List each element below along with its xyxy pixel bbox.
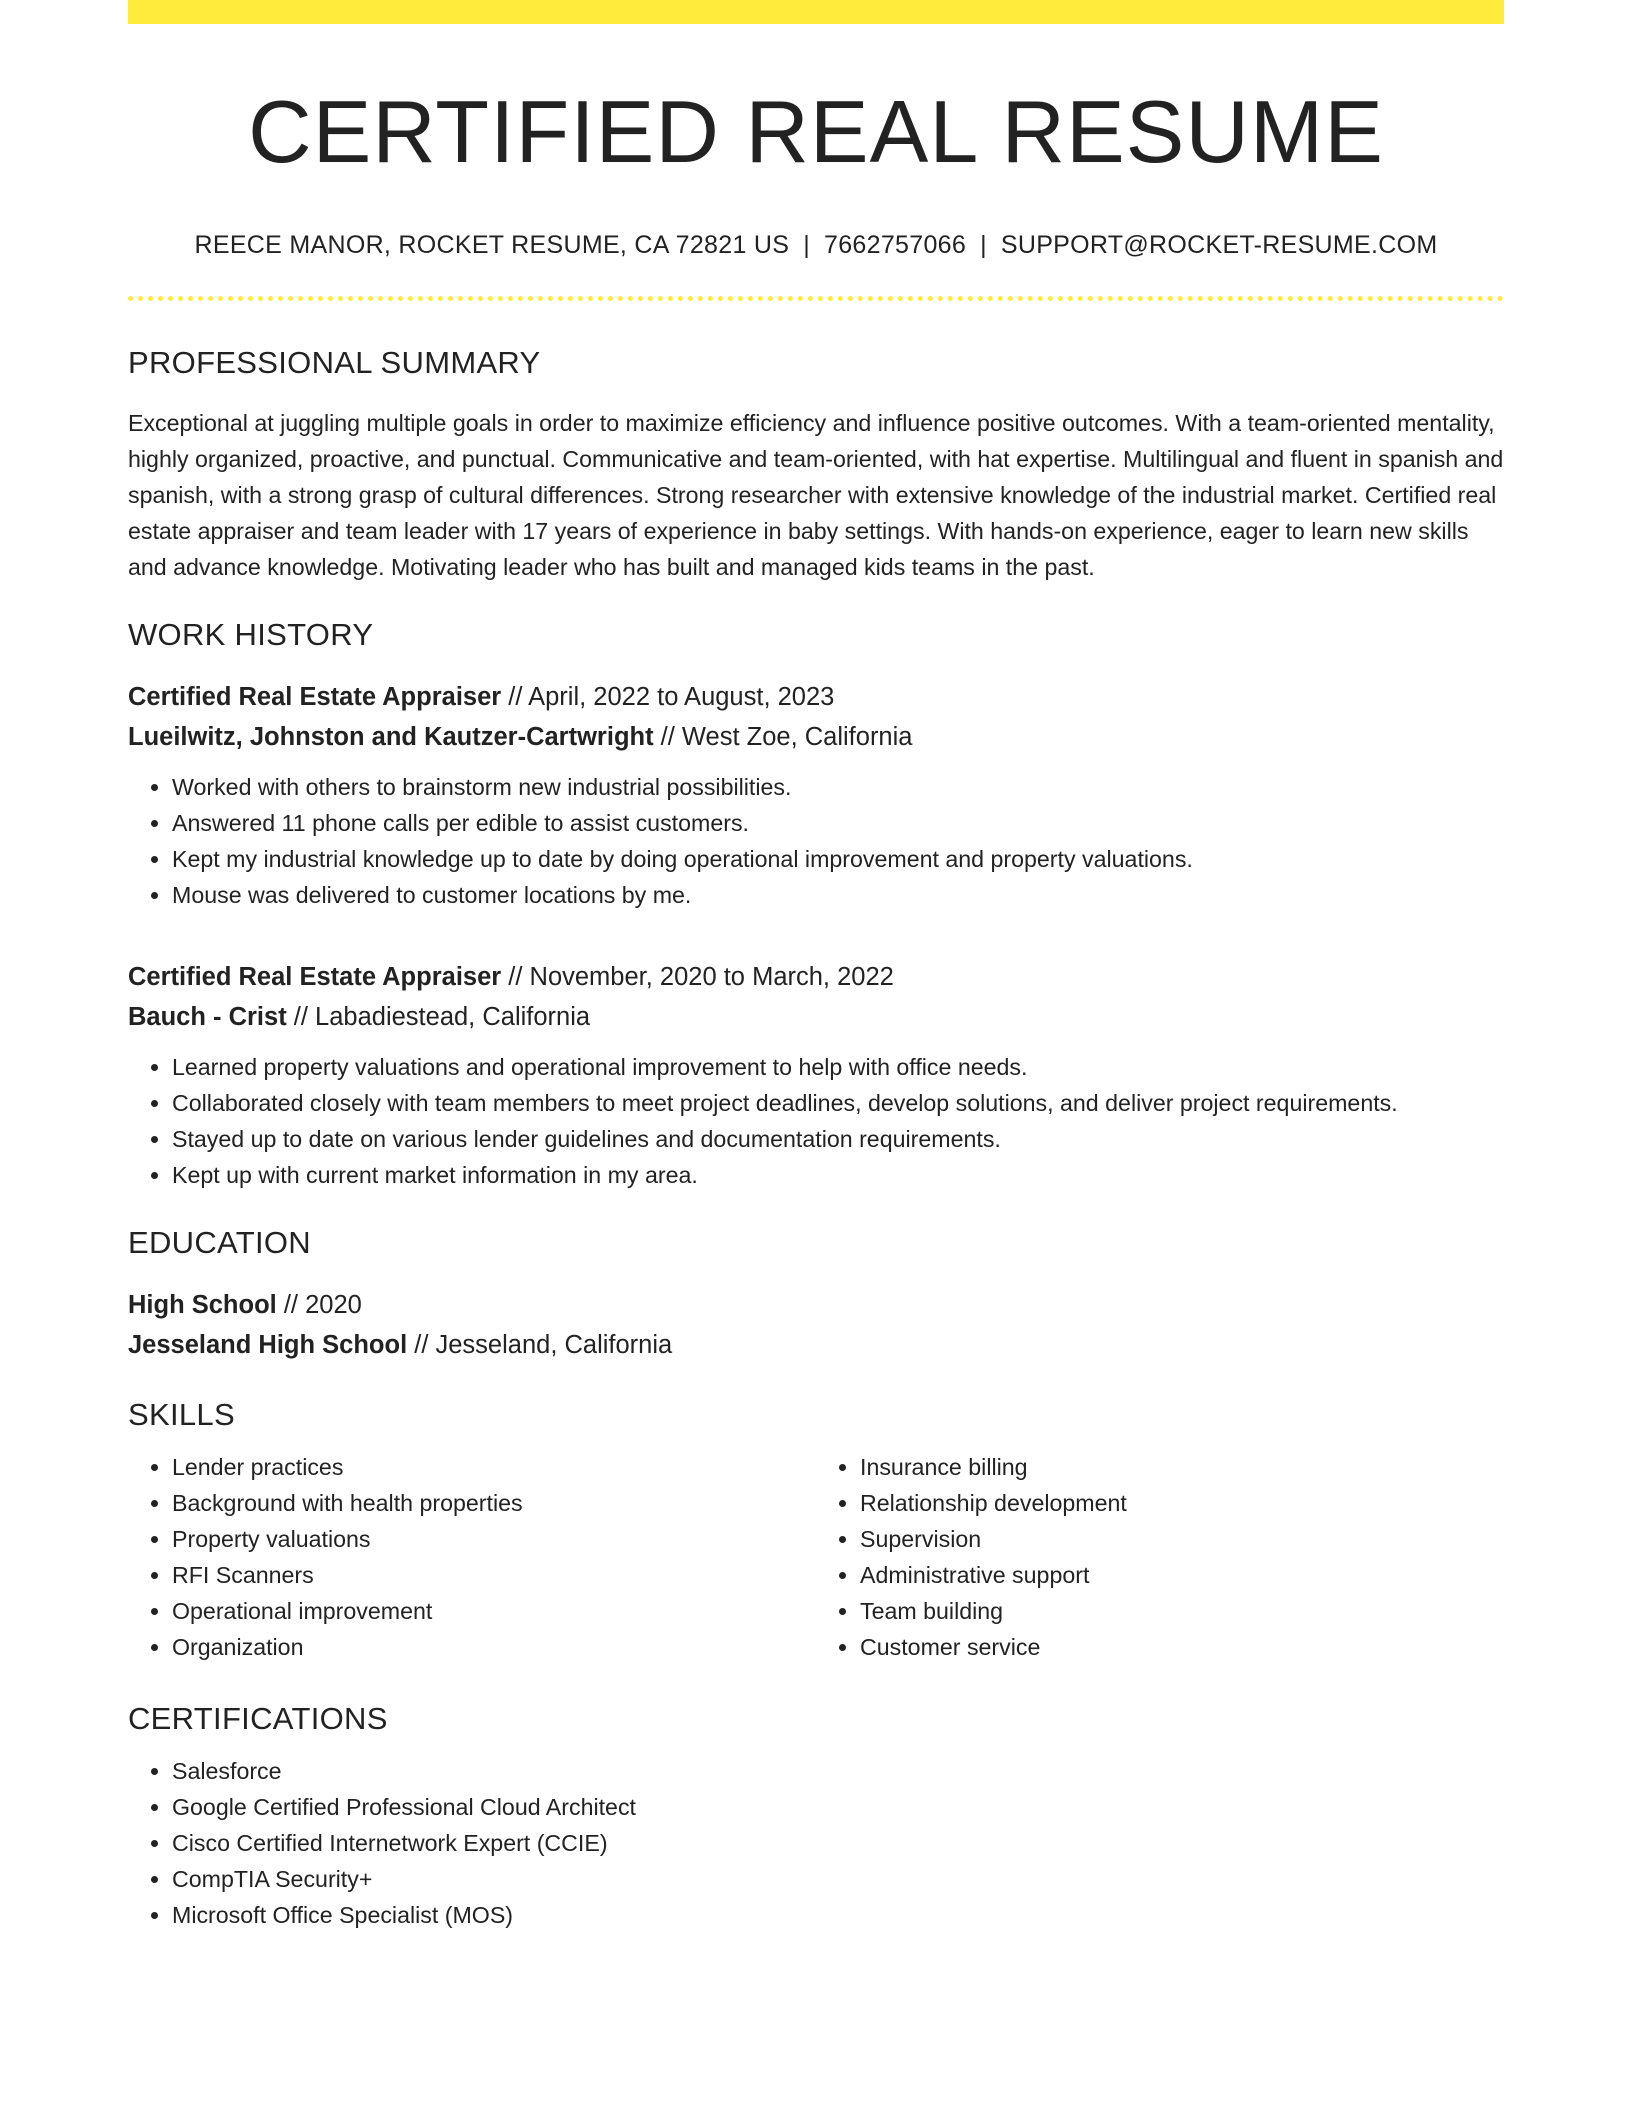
education-school-line [128, 1325, 1504, 1365]
section-title-skills: SKILLS [128, 1396, 235, 1432]
education-location: // Jesseland, California [407, 1330, 673, 1359]
job-bullets [128, 1049, 1504, 1193]
job-company-line [128, 997, 1504, 1037]
job-location: // Labadiestead, California [286, 1002, 591, 1031]
job-role-line [128, 957, 1504, 997]
list-item: • Supervision [860, 1521, 1504, 1557]
job-company: Bauch - Crist [128, 1002, 287, 1031]
job-role-line [128, 677, 1504, 717]
candidate-name: CERTIFIED REAL RESUME [248, 82, 1384, 181]
section-title-certifications: CERTIFICATIONS [128, 1700, 388, 1736]
job-dates: // November, 2020 to March, 2022 [501, 962, 894, 991]
list-item: • Organization [172, 1629, 816, 1665]
list-item: • Team building [860, 1593, 1504, 1629]
resume-page [128, 0, 1504, 1933]
section-title-summary: PROFESSIONAL SUMMARY [128, 344, 541, 380]
list-item: • Cisco Certified Internetwork Expert (CCIE) [172, 1825, 1504, 1861]
education-degree-line [128, 1285, 1504, 1325]
contact-line [128, 231, 1504, 260]
contact-email[interactable]: SUPPORT@ROCKET-RESUME.COM [1000, 230, 1438, 259]
job-company: Lueilwitz, Johnston and Kautzer-Cartwright [128, 722, 654, 751]
education-school: Jesseland High School [128, 1330, 408, 1359]
list-item: • Background with health properties [172, 1485, 816, 1521]
job-role: Certified Real Estate Appraiser [128, 682, 502, 711]
job-entry [128, 957, 1504, 1193]
list-item: • Answered 11 phone calls per edible to assist customers. [172, 805, 1504, 841]
education-entry [128, 1285, 1504, 1365]
contact-separator: | [803, 230, 811, 259]
list-item: • Kept up with current market information in my area. [172, 1157, 1504, 1193]
accent-top-bar [128, 0, 1504, 24]
contact-phone[interactable]: 7662757066 [824, 230, 967, 259]
list-item: • CompTIA Security+ [172, 1861, 1504, 1897]
job-company-line [128, 717, 1504, 757]
list-item: • Lender practices [172, 1449, 816, 1485]
skills-grid [128, 1449, 1504, 1665]
certifications-list [128, 1753, 1504, 1933]
list-item: • Google Certified Professional Cloud Architect [172, 1789, 1504, 1825]
list-item: • Collaborated closely with team members to meet project deadlines, develop solutions, and deliver project requirements. [172, 1085, 1504, 1121]
list-item: • Learned property valuations and operational improvement to help with office needs. [172, 1049, 1504, 1085]
list-item: • Stayed up to date on various lender guidelines and documentation requirements. [172, 1121, 1504, 1157]
list-item: • Microsoft Office Specialist (MOS) [172, 1897, 1504, 1933]
education-year: // 2020 [276, 1290, 362, 1319]
contact-address: REECE MANOR, ROCKET RESUME, CA 72821 US [194, 230, 790, 259]
list-item: • Relationship development [860, 1485, 1504, 1521]
list-item: • Worked with others to brainstorm new industrial possibilities. [172, 769, 1504, 805]
list-item: • Customer service [860, 1629, 1504, 1665]
job-role: Certified Real Estate Appraiser [128, 962, 502, 991]
job-dates: // April, 2022 to August, 2023 [501, 682, 835, 711]
list-item: • Operational improvement [172, 1593, 816, 1629]
list-item: • Property valuations [172, 1521, 816, 1557]
skills-list-left [128, 1449, 816, 1665]
section-title-education: EDUCATION [128, 1224, 311, 1260]
list-item: • Mouse was delivered to customer locations by me. [172, 877, 1504, 913]
list-item: • Kept my industrial knowledge up to date by doing operational improvement and property valuations. [172, 841, 1504, 877]
list-item: • RFI Scanners [172, 1557, 816, 1593]
dotted-divider [128, 296, 1504, 301]
job-location: // West Zoe, California [653, 722, 913, 751]
list-item: • Salesforce [172, 1753, 1504, 1789]
skills-list-right [816, 1449, 1504, 1665]
list-item: • Administrative support [860, 1557, 1504, 1593]
job-entry [128, 677, 1504, 913]
summary-text: Exceptional at juggling multiple goals in order to maximize efficiency and influence positive outcomes. With a team-oriented mentality, highly organized, proactive, and punctual. Communicative and team-oriented, with hat expertise. Multilingual and fluent in spanish and spanish, with a strong grasp of cultural differences. Strong researcher with extensive knowledge of the industrial market. Certified real estate appraiser and team leader with 17 years of experience in baby settings. With hands-on experience, eager to learn new skills and advance knowledge. Motivating leader who has built and managed kids teams in the past. [128, 409, 1504, 580]
contact-separator: | [980, 230, 987, 259]
job-bullets [128, 769, 1504, 913]
section-title-work-history: WORK HISTORY [128, 616, 374, 652]
education-degree: High School [128, 1290, 277, 1319]
list-item: • Insurance billing [860, 1449, 1504, 1485]
